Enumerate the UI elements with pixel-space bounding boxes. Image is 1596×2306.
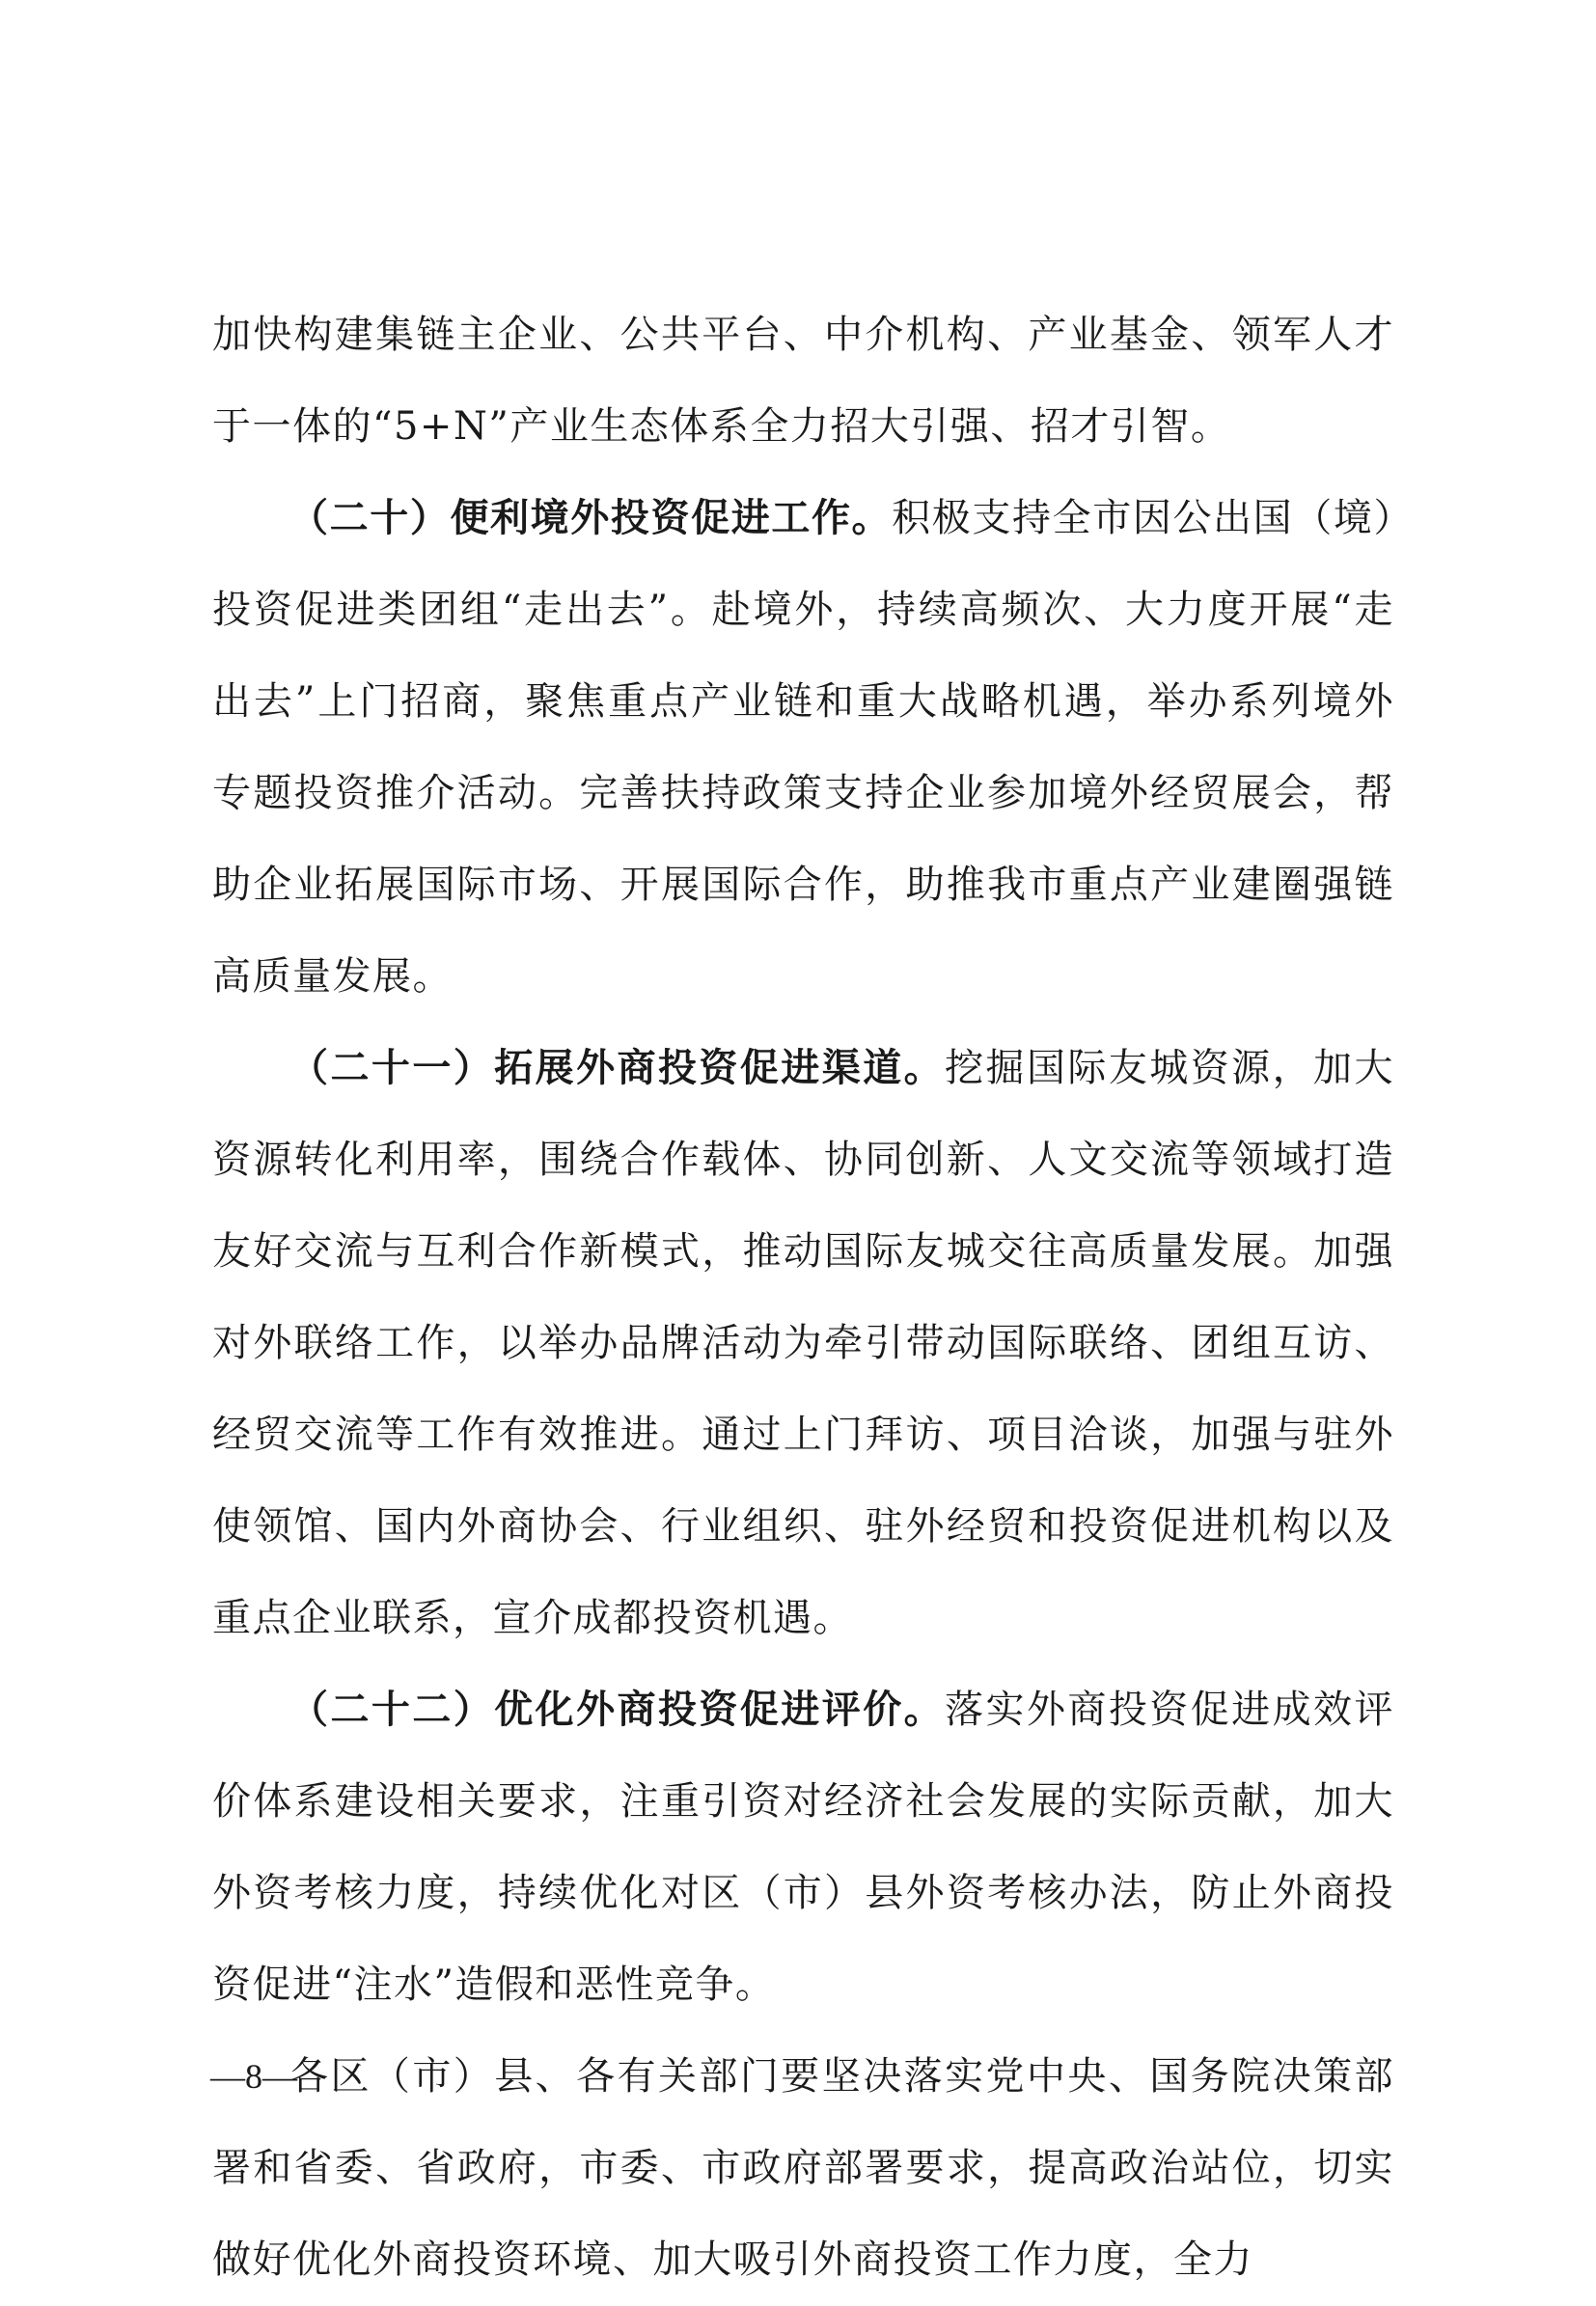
paragraph-body: 挖掘国际友城资源，加大资源转化利用率，围绕合作载体、协同创新、人文交流等领域打造友好交流与互利合作新模式，推动国际友城交往高质量发展。加强对外联络工作，以举办品牌活动为牵引带动国际联络、团组互访、经贸交流等工作有效推进。通过上门拜访、项目洽谈，加强与驻外使领馆、国内外商协会、行业组织、驻外经贸和投资促进机构以及重点企业联系，宣介成都投资机遇。 bbox=[212, 1046, 1395, 1640]
document-body bbox=[212, 289, 1394, 2306]
page-number: —8— bbox=[210, 2057, 297, 2096]
paragraph-body: 落实外商投资促进成效评价体系建设相关要求，注重引资对经济社会发展的实际贡献，加大外资考核力度，持续优化对区（市）县外资考核办法，防止外商投资促进“注水”造假和恶性竞争。 bbox=[212, 1688, 1395, 2007]
section-heading: （二十一）拓展外商投资促进渠道。 bbox=[289, 1046, 946, 1090]
paragraph-section-20 bbox=[212, 473, 1394, 1023]
paragraph-closing bbox=[212, 2031, 1394, 2306]
paragraph-section-22 bbox=[212, 1664, 1394, 2031]
paragraph-body: 加快构建集链主企业、公共平台、中介机构、产业基金、领军人才于一体的“5+N”产业生态体系全力招大引强、招才引智。 bbox=[212, 313, 1394, 449]
paragraph-body: 积极支持全市因公出国（境）投资促进类团组“走出去”。赴境外，持续高频次、大力度开展“走出去”上门招商，聚焦重点产业链和重大战略机遇，举办系列境外专题投资推介活动。完善扶持政策支持企业参加境外经贸展会，帮助企业拓展国际市场、开展国际合作，助推我市重点产业建圈强链高质量发展。 bbox=[212, 496, 1395, 999]
paragraph-body: 各区（市）县、各有关部门要坚决落实党中央、国务院决策部署和省委、省政府，市委、市政府部署要求，提高政治站位，切实做好优化外商投资环境、加大吸引外商投资工作力度，全力 bbox=[212, 2054, 1394, 2282]
paragraph-continuation bbox=[212, 289, 1394, 473]
paragraph-section-21 bbox=[212, 1023, 1394, 1664]
section-heading: （二十）便利境外投资促进工作。 bbox=[289, 496, 893, 540]
section-heading: （二十二）优化外商投资促进评价。 bbox=[289, 1688, 946, 1732]
